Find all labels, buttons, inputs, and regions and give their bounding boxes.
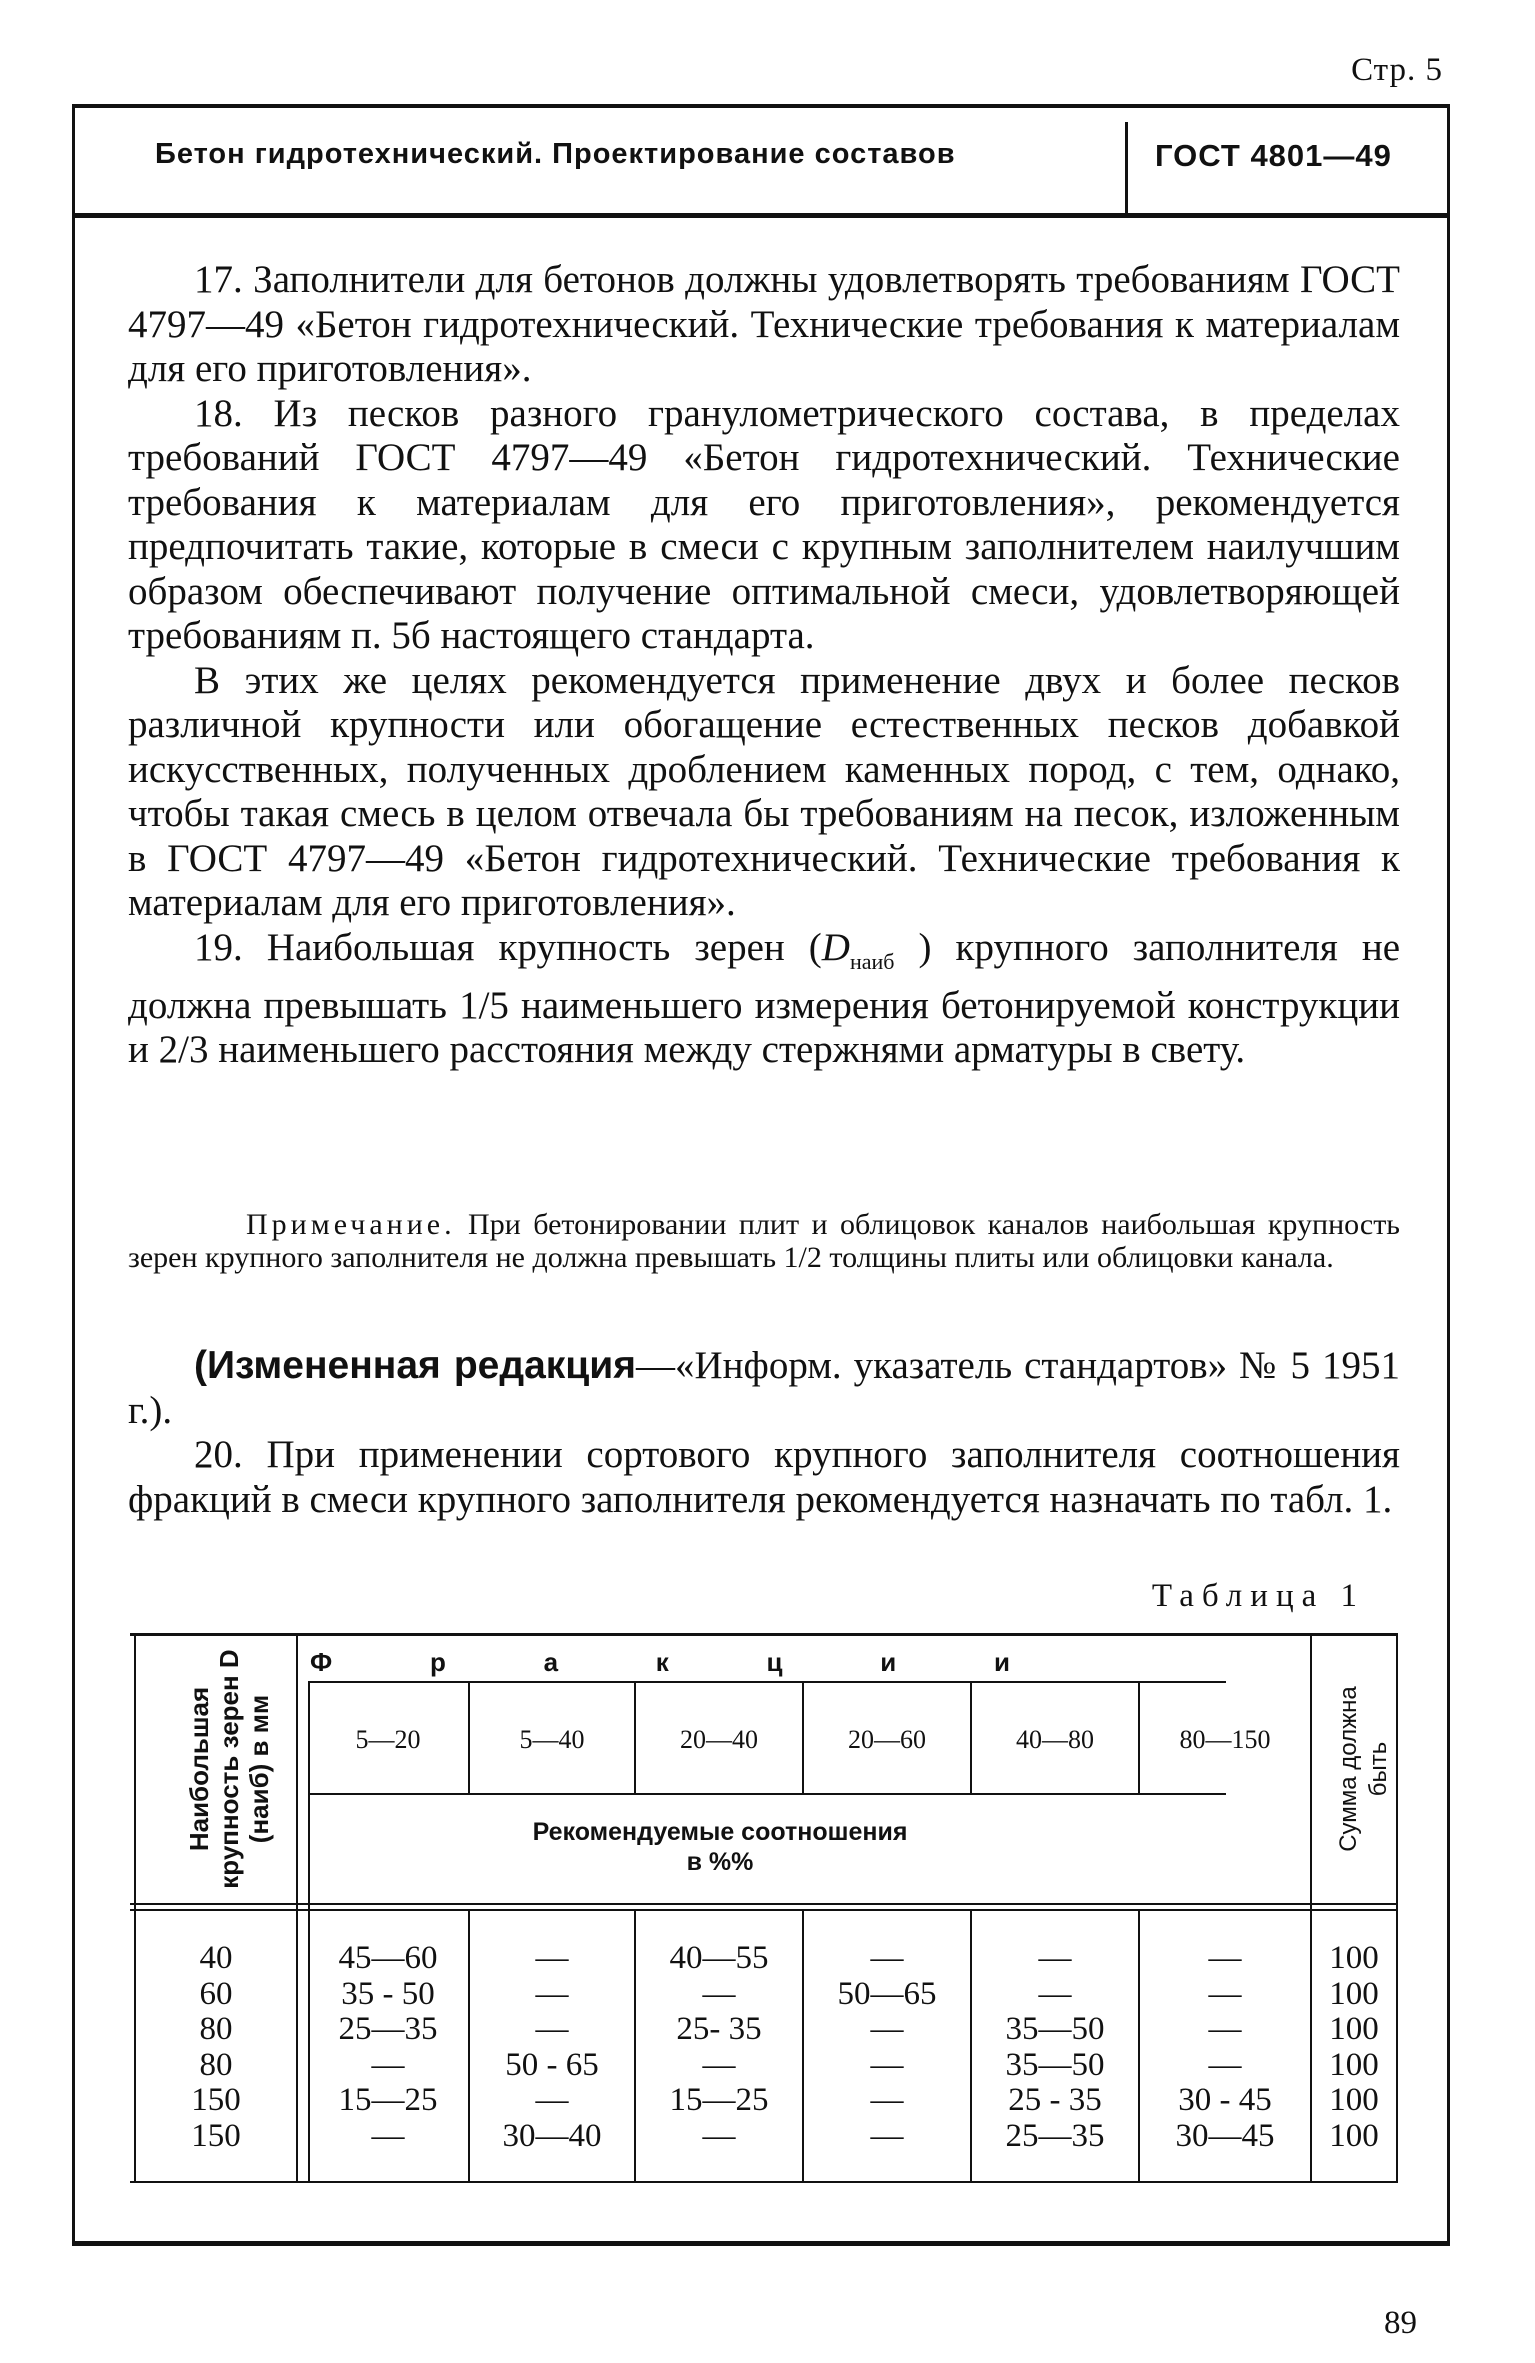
table-cell: 100 <box>1329 2082 1379 2118</box>
table-cell: 30—45 <box>1175 2117 1275 2154</box>
table-cell: 25—35 <box>1005 2117 1105 2154</box>
table-cell: 50 - 65 <box>505 2046 599 2083</box>
table-cell: — <box>702 2046 736 2083</box>
p19-text-a: 19. Наибольшая крупность зерен ( <box>194 925 822 969</box>
table-cell: — <box>535 1940 569 1976</box>
fraction-values-rule <box>308 1793 1226 1795</box>
table-cell: — <box>870 2046 904 2083</box>
table-cell: 80 <box>199 2046 233 2083</box>
bottom-border <box>72 2241 1450 2246</box>
note-fraction: 1/2 <box>783 1241 822 1274</box>
table-cell: — <box>371 2117 405 2154</box>
note <box>128 1208 1400 1274</box>
table-col-line-1 <box>296 1633 298 2183</box>
table-cell: 80 <box>199 2011 233 2047</box>
p19-text-d: наименьшего расстояния между стержнями арматуры в свету. <box>208 1028 1246 1072</box>
recommended-unit: в %% <box>686 1848 754 1876</box>
main-text <box>128 258 1400 1073</box>
table-caption: Таблица 1 <box>1151 1578 1365 1614</box>
table-cell: — <box>870 1940 904 1976</box>
header-title: Бетон гидротехнический. Проектирование составов <box>155 138 956 170</box>
fractions-title-letter: и <box>993 1647 1010 1677</box>
fractions-title-letter: и <box>880 1647 897 1677</box>
table-cell: 35 - 50 <box>341 1975 435 2012</box>
fractions-title-letter: Ф <box>310 1647 333 1677</box>
table-column-80-150 <box>1140 1941 1310 2154</box>
fraction-header: 5—20 <box>355 1725 421 1754</box>
col0-header: Наибольшая крупность зерен D (наиб) в мм <box>184 1649 274 1889</box>
table-cell: — <box>870 2011 904 2047</box>
note-text-a: При бетонировании плит и облицовок каналов наибольшая крупность зерен крупного заполнителя не должна превышать <box>128 1208 1400 1274</box>
paragraph-17: 17. Заполнители для бетонов должны удовлетворять требованиям ГОСТ 4797—49 «Бетон гидротехнический. Технические требования к материалам для его приготовления». <box>128 258 1400 390</box>
fractions-title-letter: р <box>429 1647 446 1677</box>
table-cell: — <box>870 2082 904 2118</box>
footer-page-number: 89 <box>1384 2305 1417 2341</box>
table-cell: 50—65 <box>837 1975 937 2012</box>
fractions-title-letter: а <box>543 1647 559 1677</box>
table-cell: — <box>371 2046 405 2083</box>
table-cell: 25—35 <box>338 2011 438 2047</box>
table-cell: 60 <box>199 1975 233 2012</box>
table-cell: — <box>702 2117 736 2154</box>
fraction-header: 40—80 <box>1016 1725 1094 1754</box>
table-cell: 15—25 <box>338 2082 438 2118</box>
p19-fraction-2: 2/3 <box>158 1028 209 1072</box>
table-right-line <box>1396 1633 1398 2183</box>
fractions-title-letter: ц <box>766 1647 783 1677</box>
note-text-b: толщины плиты или облицовки канала. <box>821 1241 1334 1274</box>
paragraph-18-continued: В этих же целях рекомендуется применение двух и более песков различной крупности или обогащение естественных песков добавкой искусственных, полученных дроблением каменных пород, с тем, однако, чтобы такая смесь в целом отвечала бы требованиям на песок, изложенным в ГОСТ 4797—49 «Бетон гидротехнический. Технические требования к материалам для его приготовления». <box>128 658 1400 924</box>
header-standard: ГОСТ 4801—49 <box>1155 138 1392 173</box>
table-cell: — <box>1208 2011 1242 2047</box>
table-cell: 100 <box>1329 2117 1379 2154</box>
main-text-2 <box>128 1344 1400 1522</box>
p19-text-c: наименьшего измерения бетонируемой конструкции и <box>128 983 1400 1072</box>
table-cell: 45—60 <box>338 1940 438 1976</box>
table-column-20-40 <box>636 1941 802 2154</box>
right-border <box>1447 104 1450 2244</box>
table-cell: 30—40 <box>502 2117 602 2154</box>
table-column-5-20 <box>308 1941 468 2154</box>
fractions-table <box>130 1633 1398 2183</box>
p19-sub: наиб <box>849 948 895 974</box>
table-cell: 150 <box>191 2117 241 2154</box>
table-column-size <box>136 1941 296 2154</box>
table-cell: — <box>535 2011 569 2047</box>
edit-note-rest: —«Информ. указатель стандартов» № 5 1951 г.). <box>128 1344 1400 1432</box>
fraction-header: 20—40 <box>680 1725 758 1754</box>
table-cell: 100 <box>1329 1975 1379 2012</box>
table-cell: 30 - 45 <box>1178 2082 1272 2118</box>
table-cell: — <box>1038 1940 1072 1976</box>
document-header <box>72 104 1450 218</box>
p19-fraction-1: 1/5 <box>459 983 509 1027</box>
paragraph-18: 18. Из песков разного гранулометрического состава, в пределах требований ГОСТ 4797—49 «Бетон гидротехнический. Технические требования к материалам для его приготовления», рекомендуется предпочитать такие, которые в смеси с крупным заполнителем наилучшим образом обеспечивают получение оптимальной смеси, удовлетворяющей требованиям п. 5б настоящего стандарта. <box>128 391 1400 657</box>
p19-text-b: ) крупного заполнителя не должна превышать <box>128 925 1401 1027</box>
recommended-label: Рекомендуемые соотношения <box>532 1818 908 1846</box>
table-cell: — <box>535 2082 569 2118</box>
table-cell: 40—55 <box>669 1940 769 1976</box>
table-top-rule <box>130 1633 1398 1636</box>
table-cell: 100 <box>1329 2011 1379 2047</box>
fraction-title-rule <box>308 1681 1226 1683</box>
table-column-sum <box>1312 1941 1396 2154</box>
header-divider <box>1125 122 1128 216</box>
table-cell: — <box>1208 2046 1242 2083</box>
table-cell: 15—25 <box>669 2082 769 2118</box>
table-cell: — <box>870 2117 904 2154</box>
table-cell: 100 <box>1329 1940 1379 1976</box>
table-cell: 150 <box>191 2082 241 2118</box>
note-label: Примечание. <box>246 1208 456 1241</box>
table-cell: 35—50 <box>1005 2011 1105 2047</box>
table-cell: 40 <box>199 1940 233 1976</box>
note-paragraph <box>128 1208 1400 1274</box>
sum-header: Сумма должна быть <box>1335 1686 1392 1852</box>
table-column-40-80 <box>972 1941 1138 2154</box>
table-column-5-40 <box>470 1941 634 2154</box>
left-border <box>72 104 75 2244</box>
table-header-rule-2 <box>130 1909 1398 1911</box>
edit-note <box>128 1344 1400 1433</box>
page-label: Стр. 5 <box>1351 52 1443 88</box>
p19-d: D <box>821 925 850 969</box>
table-cell: — <box>535 1975 569 2012</box>
table-cell: — <box>702 1975 736 2012</box>
recommended-ratios-header <box>310 1817 1130 1877</box>
fractions-title <box>310 1647 1010 1678</box>
table-bottom-rule <box>130 2181 1398 2183</box>
table-column-20-60 <box>804 1941 970 2154</box>
table-cell: — <box>1038 1975 1072 2012</box>
fraction-header: 20—60 <box>848 1725 926 1754</box>
table-cell: 100 <box>1329 2046 1379 2083</box>
edit-note-bold: (Измененная редакция <box>194 1344 637 1387</box>
paragraph-19 <box>128 926 1400 1073</box>
table-cell: 25 - 35 <box>1008 2082 1102 2118</box>
table-cell: — <box>1208 1975 1242 2012</box>
fraction-header: 5—40 <box>519 1725 585 1754</box>
table-cell: 25- 35 <box>676 2011 762 2047</box>
table-cell: 35—50 <box>1005 2046 1105 2083</box>
fractions-title-letter: к <box>655 1647 669 1677</box>
fraction-header: 80—150 <box>1179 1725 1271 1754</box>
table-cell: — <box>1208 1940 1242 1976</box>
table-header-rule <box>130 1903 1398 1905</box>
paragraph-20: 20. При применении сортового крупного заполнителя соотношения фракций в смеси крупного заполнителя рекомендуется назначать по табл. 1. <box>128 1433 1400 1521</box>
